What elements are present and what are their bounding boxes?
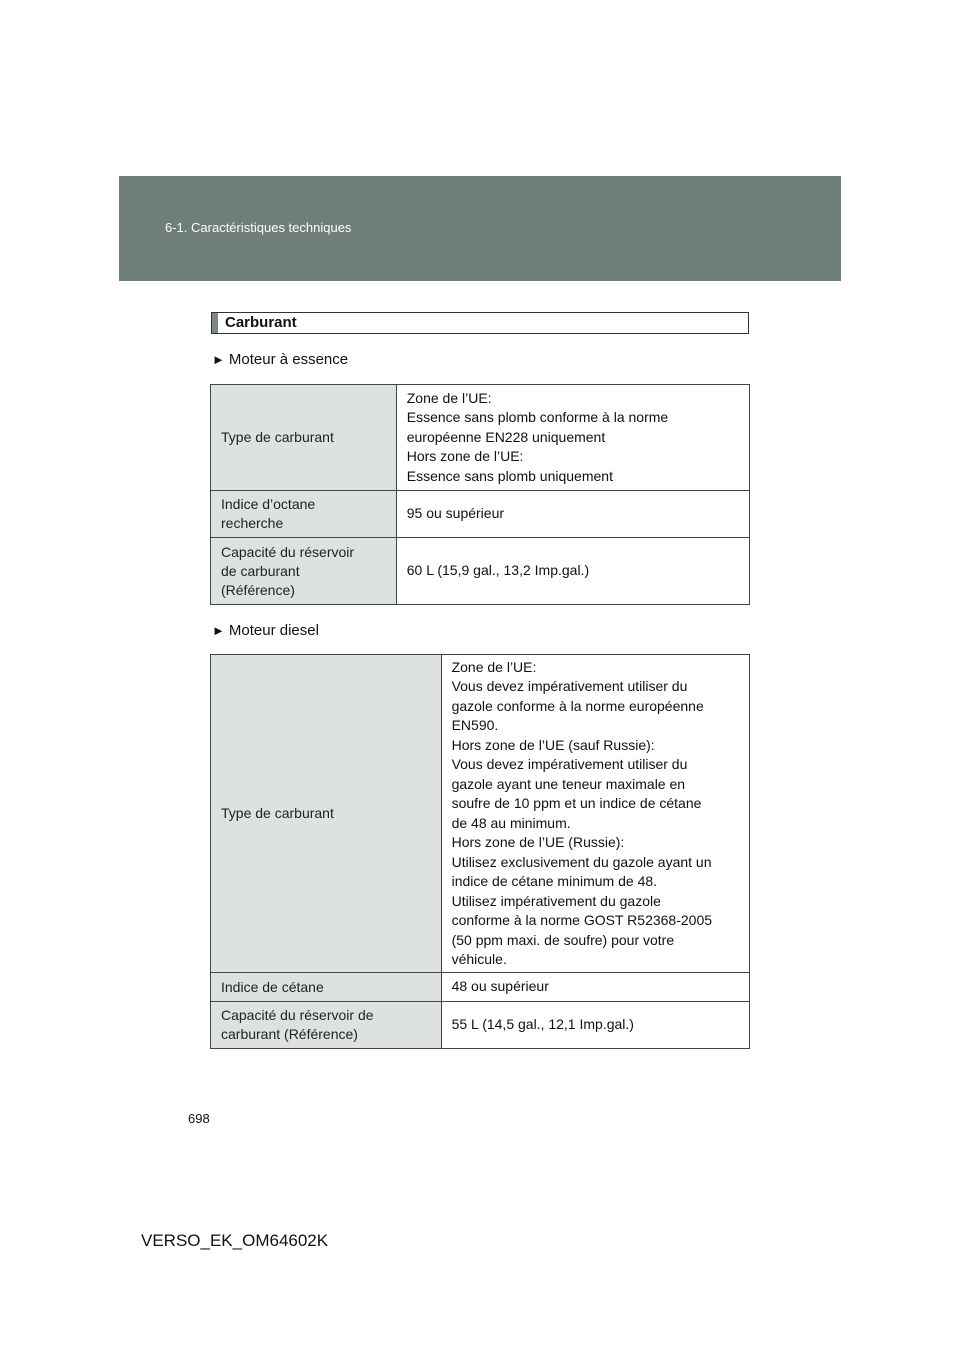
label-line: Capacité du réservoir	[221, 543, 355, 560]
triangle-right-icon: ►	[212, 352, 225, 367]
value-line: véhicule.	[451, 951, 507, 967]
label-line: recherche	[221, 515, 284, 531]
value-line: Essence sans plomb uniquement	[406, 467, 613, 484]
row-label	[211, 538, 397, 605]
row-label	[211, 1002, 442, 1049]
value-line: de 48 au minimum.	[451, 814, 571, 831]
value-line: (50 ppm maxi. de soufre) pour votre	[451, 931, 675, 948]
value-line: Hors zone de l’UE (Russie):	[451, 834, 625, 850]
section-breadcrumb: 6-1. Caractéristiques techniques	[165, 220, 352, 235]
value-line: 55 L (14,5 gal., 12,1 Imp.gal.)	[451, 1016, 634, 1033]
section-title: Carburant	[225, 314, 297, 331]
row-value	[396, 385, 749, 491]
row-label	[211, 491, 397, 538]
table-row	[211, 538, 750, 605]
table-row	[211, 491, 750, 538]
table-row	[211, 973, 750, 1002]
diesel-spec-table	[210, 654, 750, 1049]
gasoline-spec-table	[210, 384, 750, 605]
diesel-heading	[212, 622, 319, 639]
table-row	[211, 655, 750, 973]
value-line: indice de cétane minimum de 48.	[451, 873, 658, 889]
value-line: 48 ou supérieur	[451, 978, 549, 995]
label-line: Capacité du réservoir de	[221, 1007, 374, 1023]
value-line: conforme à la norme GOST R52368-2005	[451, 912, 713, 928]
label-line: Indice de cétane	[221, 978, 324, 995]
value-line: gazole ayant une teneur maximale en	[451, 775, 686, 792]
table-row	[211, 385, 750, 491]
table-row	[211, 1002, 750, 1049]
row-value	[441, 655, 749, 973]
value-line: 95 ou supérieur	[406, 505, 505, 522]
gasoline-heading	[212, 351, 348, 368]
row-value	[396, 538, 749, 605]
value-line: Zone de l’UE:	[406, 389, 492, 406]
diesel-heading-text: Moteur diesel	[228, 622, 319, 639]
value-line: soufre de 10 ppm et un indice de cétane	[451, 795, 702, 811]
gasoline-heading-text: Moteur à essence	[228, 351, 349, 368]
value-line: gazole conforme à la norme européenne	[451, 697, 704, 714]
document-code: VERSO_EK_OM64602K	[141, 1231, 329, 1250]
value-line: Vous devez impérativement utiliser du	[451, 756, 688, 772]
page-number: 698	[188, 1111, 210, 1126]
label-line: Indice d’octane	[221, 496, 316, 512]
value-line: Utilisez impérativement du gazole	[451, 892, 661, 909]
label-line: Type de carburant	[221, 805, 334, 821]
label-line: Type de carburant	[221, 429, 334, 445]
value-line: Essence sans plomb conforme à la norme	[406, 409, 669, 426]
value-line: EN590.	[451, 717, 499, 733]
row-label	[211, 973, 442, 1002]
row-label	[211, 655, 442, 973]
section-title-bar	[211, 312, 749, 334]
row-value	[396, 491, 749, 538]
label-line: (Référence)	[221, 581, 295, 598]
label-line: carburant (Référence)	[221, 1026, 358, 1042]
value-line: européenne EN228 uniquement	[406, 428, 606, 445]
value-line: 60 L (15,9 gal., 13,2 Imp.gal.)	[406, 562, 590, 579]
value-line: Vous devez impérativement utiliser du	[451, 678, 688, 694]
row-label	[211, 385, 397, 491]
row-value	[441, 1002, 749, 1049]
triangle-right-icon: ►	[212, 623, 225, 638]
value-line: Hors zone de l’UE:	[406, 448, 524, 465]
row-value	[441, 973, 749, 1002]
section-marker	[212, 313, 218, 333]
value-line: Hors zone de l’UE (sauf Russie):	[451, 736, 655, 753]
value-line: Utilisez exclusivement du gazole ayant un	[451, 853, 712, 870]
value-line: Zone de l’UE:	[451, 658, 537, 675]
label-line: de carburant	[221, 562, 300, 579]
